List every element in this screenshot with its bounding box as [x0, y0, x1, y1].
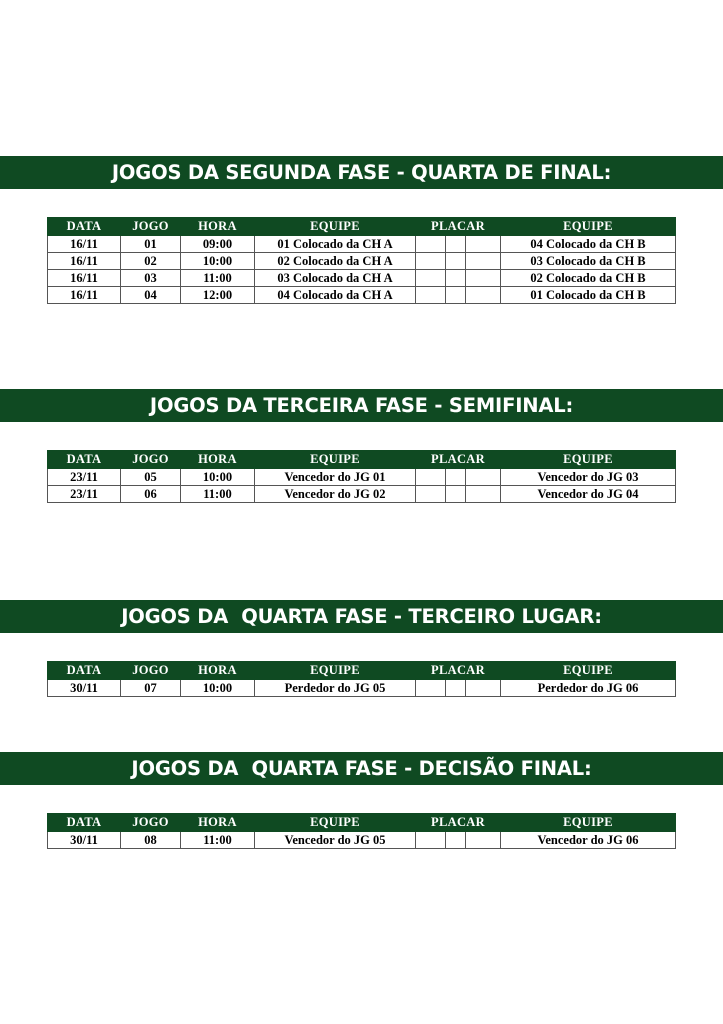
third-place-table	[47, 661, 676, 697]
cell-data: 23/11	[48, 486, 121, 503]
cell-equipe-b: 01 Colocado da CH B	[501, 287, 676, 304]
cell-jogo: 05	[121, 469, 181, 486]
cell-jogo: 04	[121, 287, 181, 304]
table-row	[48, 270, 676, 287]
header-equipe-a: EQUIPE	[255, 814, 416, 832]
table-header-row	[48, 814, 676, 832]
cell-score-b	[466, 287, 501, 304]
cell-score-a	[416, 236, 446, 253]
cell-hora: 10:00	[181, 680, 255, 697]
cell-data: 16/11	[48, 253, 121, 270]
header-equipe-b: EQUIPE	[501, 451, 676, 469]
cell-score-b	[466, 270, 501, 287]
table-row	[48, 236, 676, 253]
cell-hora: 10:00	[181, 469, 255, 486]
cell-score-a	[416, 680, 446, 697]
cell-score-x	[446, 270, 466, 287]
cell-equipe-a: 03 Colocado da CH A	[255, 270, 416, 287]
cell-jogo: 03	[121, 270, 181, 287]
cell-data: 30/11	[48, 680, 121, 697]
cell-data: 16/11	[48, 236, 121, 253]
header-data: DATA	[48, 218, 121, 236]
cell-score-x	[446, 680, 466, 697]
cell-jogo: 01	[121, 236, 181, 253]
cell-score-b	[466, 486, 501, 503]
cell-data: 16/11	[48, 270, 121, 287]
cell-score-a	[416, 469, 446, 486]
cell-equipe-a: Vencedor do JG 02	[255, 486, 416, 503]
header-equipe-b: EQUIPE	[501, 218, 676, 236]
section-title-final: JOGOS DA QUARTA FASE - DECISÃO FINAL:	[0, 752, 723, 785]
header-placar: PLACAR	[416, 814, 501, 832]
header-equipe-a: EQUIPE	[255, 218, 416, 236]
header-placar: PLACAR	[416, 451, 501, 469]
header-data: DATA	[48, 814, 121, 832]
cell-score-a	[416, 270, 446, 287]
cell-score-a	[416, 486, 446, 503]
header-hora: HORA	[181, 451, 255, 469]
cell-data: 30/11	[48, 832, 121, 849]
header-hora: HORA	[181, 662, 255, 680]
header-jogo: JOGO	[121, 662, 181, 680]
cell-equipe-a: Vencedor do JG 05	[255, 832, 416, 849]
section-title-quarterfinal: JOGOS DA SEGUNDA FASE - QUARTA DE FINAL:	[0, 156, 723, 189]
cell-score-x	[446, 486, 466, 503]
cell-score-x	[446, 236, 466, 253]
header-equipe-a: EQUIPE	[255, 451, 416, 469]
cell-equipe-b: Vencedor do JG 04	[501, 486, 676, 503]
cell-score-x	[446, 253, 466, 270]
cell-equipe-a: 01 Colocado da CH A	[255, 236, 416, 253]
header-equipe-b: EQUIPE	[501, 814, 676, 832]
table-row	[48, 680, 676, 697]
cell-hora: 11:00	[181, 270, 255, 287]
cell-jogo: 06	[121, 486, 181, 503]
header-equipe-a: EQUIPE	[255, 662, 416, 680]
table-row	[48, 486, 676, 503]
cell-score-a	[416, 287, 446, 304]
cell-data: 16/11	[48, 287, 121, 304]
cell-hora: 12:00	[181, 287, 255, 304]
header-hora: HORA	[181, 814, 255, 832]
cell-equipe-b: Vencedor do JG 06	[501, 832, 676, 849]
cell-jogo: 02	[121, 253, 181, 270]
header-jogo: JOGO	[121, 218, 181, 236]
semifinal-table	[47, 450, 676, 503]
cell-equipe-a: 02 Colocado da CH A	[255, 253, 416, 270]
table-header-row	[48, 662, 676, 680]
cell-jogo: 08	[121, 832, 181, 849]
cell-score-x	[446, 469, 466, 486]
cell-equipe-a: 04 Colocado da CH A	[255, 287, 416, 304]
cell-score-x	[446, 832, 466, 849]
header-placar: PLACAR	[416, 218, 501, 236]
table-header-row	[48, 218, 676, 236]
cell-score-a	[416, 832, 446, 849]
cell-score-b	[466, 253, 501, 270]
cell-hora: 09:00	[181, 236, 255, 253]
cell-equipe-a: Perdedor do JG 05	[255, 680, 416, 697]
cell-data: 23/11	[48, 469, 121, 486]
cell-equipe-b: Perdedor do JG 06	[501, 680, 676, 697]
cell-score-b	[466, 680, 501, 697]
cell-hora: 11:00	[181, 832, 255, 849]
cell-equipe-b: 02 Colocado da CH B	[501, 270, 676, 287]
table-row	[48, 469, 676, 486]
table-row	[48, 287, 676, 304]
section-title-third-place: JOGOS DA QUARTA FASE - TERCEIRO LUGAR:	[0, 600, 723, 633]
cell-score-b	[466, 469, 501, 486]
header-data: DATA	[48, 662, 121, 680]
quarterfinal-table	[47, 217, 676, 304]
cell-hora: 10:00	[181, 253, 255, 270]
table-header-row	[48, 451, 676, 469]
cell-score-x	[446, 287, 466, 304]
header-equipe-b: EQUIPE	[501, 662, 676, 680]
table-row	[48, 253, 676, 270]
cell-equipe-b: 04 Colocado da CH B	[501, 236, 676, 253]
cell-equipe-a: Vencedor do JG 01	[255, 469, 416, 486]
header-jogo: JOGO	[121, 451, 181, 469]
cell-equipe-b: 03 Colocado da CH B	[501, 253, 676, 270]
cell-score-a	[416, 253, 446, 270]
header-jogo: JOGO	[121, 814, 181, 832]
cell-score-b	[466, 832, 501, 849]
section-title-semifinal: JOGOS DA TERCEIRA FASE - SEMIFINAL:	[0, 389, 723, 422]
header-placar: PLACAR	[416, 662, 501, 680]
table-row	[48, 832, 676, 849]
header-hora: HORA	[181, 218, 255, 236]
cell-jogo: 07	[121, 680, 181, 697]
cell-score-b	[466, 236, 501, 253]
final-table	[47, 813, 676, 849]
cell-equipe-b: Vencedor do JG 03	[501, 469, 676, 486]
header-data: DATA	[48, 451, 121, 469]
cell-hora: 11:00	[181, 486, 255, 503]
